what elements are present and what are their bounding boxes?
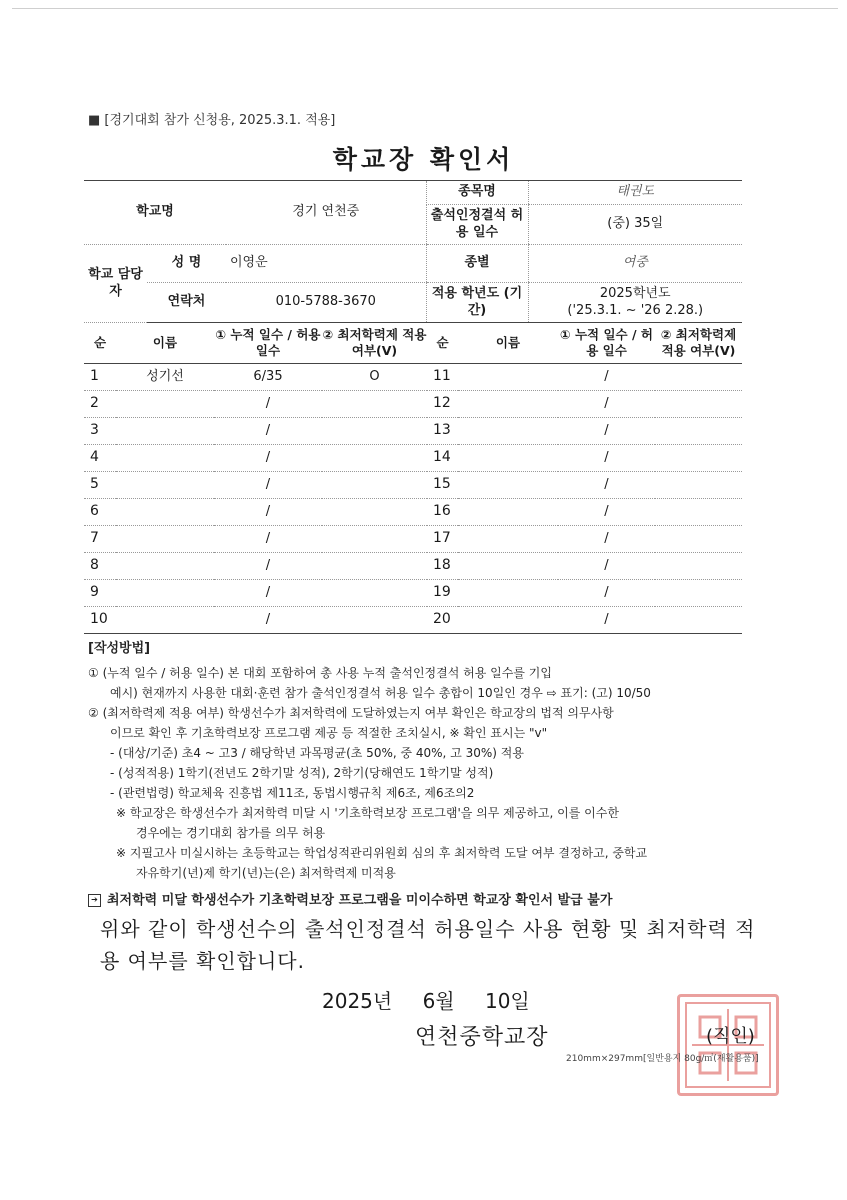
student-days-cell: / bbox=[558, 391, 655, 418]
header-note: ■ [경기대회 참가 신청용, 2025.3.1. 적용] bbox=[88, 113, 336, 128]
student-name-cell bbox=[116, 553, 214, 580]
student-name-cell bbox=[458, 607, 558, 634]
header-applied-right: ② 최저학력제 적용 여부(V) bbox=[655, 323, 742, 364]
student-days-cell: 6/35 bbox=[214, 364, 322, 391]
student-applied-cell bbox=[322, 391, 427, 418]
page-title: 학교장 확인서 bbox=[332, 145, 515, 174]
instructions-title: [작성방법] bbox=[88, 641, 151, 656]
signer: 연천중학교장 bbox=[415, 1025, 549, 1050]
student-days-cell: / bbox=[214, 391, 322, 418]
student-applied-cell bbox=[322, 607, 427, 634]
student-no-cell: 20 bbox=[427, 607, 458, 634]
student-no-cell: 19 bbox=[427, 580, 458, 607]
instruction-line: 예시) 현재까지 사용한 대회·훈련 참가 출석인정결석 허용 일수 총합이 10일인 경우 ⇨ 표기: (고) 10/50 bbox=[110, 686, 651, 700]
student-days-cell: / bbox=[558, 472, 655, 499]
table-row bbox=[84, 580, 742, 607]
student-name-cell bbox=[116, 445, 214, 472]
student-no-cell: 2 bbox=[84, 391, 116, 418]
declaration: 위와 같이 학생선수의 출석인정결석 허용일수 사용 현황 및 최저학력 적용 여부를 확인합니다. bbox=[100, 917, 756, 973]
student-name-cell bbox=[458, 553, 558, 580]
student-name-cell bbox=[116, 418, 214, 445]
header-no-right: 순 bbox=[427, 323, 458, 364]
student-name-cell bbox=[116, 472, 214, 499]
student-days-cell: / bbox=[558, 607, 655, 634]
student-applied-cell bbox=[655, 526, 742, 553]
student-days-cell: / bbox=[558, 526, 655, 553]
issue-date: 2025년 6월 10일 bbox=[322, 989, 530, 1013]
student-no-cell: 14 bbox=[427, 445, 458, 472]
student-days-cell: / bbox=[214, 499, 322, 526]
student-applied-cell bbox=[655, 472, 742, 499]
student-applied-cell bbox=[655, 445, 742, 472]
table-row bbox=[84, 526, 742, 553]
instruction-line: - (대상/기준) 초4 ~ 고3 / 해당학년 과목평균(초 50%, 중 40%, 고 30%) 적용 bbox=[110, 746, 524, 760]
manager-label: 학교 담당자 bbox=[84, 245, 147, 323]
header-name-left: 이름 bbox=[116, 323, 214, 364]
year-period: ('25.3.1. ~ '26 2.28.) bbox=[567, 302, 704, 318]
student-name-cell bbox=[116, 391, 214, 418]
notice-line bbox=[88, 891, 788, 911]
student-name-cell bbox=[458, 472, 558, 499]
student-name-cell bbox=[116, 607, 214, 634]
student-applied-cell bbox=[322, 580, 427, 607]
table-row bbox=[84, 607, 742, 634]
student-applied-cell bbox=[322, 553, 427, 580]
table-row bbox=[84, 391, 742, 418]
student-applied-cell bbox=[322, 418, 427, 445]
name-label: 성 명 bbox=[147, 245, 226, 283]
student-no-cell: 6 bbox=[84, 499, 116, 526]
student-days-cell: / bbox=[214, 445, 322, 472]
student-applied-cell bbox=[655, 364, 742, 391]
instruction-line: - (성적적용) 1학기(전년도 2학기말 성적), 2학기(당해연도 1학기말 성적) bbox=[110, 766, 494, 780]
student-applied-cell bbox=[655, 391, 742, 418]
student-name-cell bbox=[458, 391, 558, 418]
instruction-line: ② (최저학력제 적용 여부) 학생선수가 최저학력에 도달하였는지 여부 확인은 학교장의 법적 의무사항 bbox=[88, 706, 614, 720]
student-name-cell bbox=[458, 580, 558, 607]
student-no-cell: 15 bbox=[427, 472, 458, 499]
header-days-left: ① 누적 일수 / 허용 일수 bbox=[214, 323, 322, 364]
student-days-cell: / bbox=[214, 472, 322, 499]
student-applied-cell bbox=[322, 445, 427, 472]
student-no-cell: 13 bbox=[427, 418, 458, 445]
instruction-line: ※ 학교장은 학생선수가 최저학력 미달 시 '기초학력보장 프로그램'을 의무 제공하고, 이를 이수한 bbox=[116, 806, 619, 820]
student-applied-cell bbox=[655, 580, 742, 607]
table-row bbox=[84, 553, 742, 580]
year-cell bbox=[528, 283, 742, 323]
student-table bbox=[84, 323, 742, 634]
page-top-border bbox=[12, 8, 838, 9]
gender-label: 종별 bbox=[426, 245, 528, 283]
student-days-cell: / bbox=[558, 418, 655, 445]
student-applied-cell bbox=[655, 499, 742, 526]
student-name-cell bbox=[458, 364, 558, 391]
year-value: 2025학년도 bbox=[599, 286, 671, 302]
absence-label: 출석인정결석 허용 일수 bbox=[426, 205, 528, 245]
gender-value: 여중 bbox=[528, 245, 742, 283]
student-applied-cell bbox=[322, 499, 427, 526]
student-applied-cell bbox=[655, 418, 742, 445]
student-no-cell: 12 bbox=[427, 391, 458, 418]
instruction-line: - (관련법령) 학교체육 진흥법 제11조, 동법시행규칙 제6조, 제6조의2 bbox=[110, 786, 475, 800]
student-applied-cell: O bbox=[322, 364, 427, 391]
student-no-cell: 17 bbox=[427, 526, 458, 553]
header-no-left: 순 bbox=[84, 323, 116, 364]
student-days-cell: / bbox=[214, 418, 322, 445]
student-name-cell bbox=[458, 499, 558, 526]
student-applied-cell bbox=[655, 553, 742, 580]
student-name-cell bbox=[458, 445, 558, 472]
student-no-cell: 4 bbox=[84, 445, 116, 472]
arrow-box-icon: ➔ bbox=[88, 894, 101, 907]
instruction-line: 이므로 확인 후 기초학력보장 프로그램 제공 등 적절한 조치실시, ※ 확인 표시는 "v" bbox=[110, 726, 548, 740]
manager-name: 이영운 bbox=[226, 245, 426, 283]
student-days-cell: / bbox=[214, 553, 322, 580]
table-row bbox=[84, 418, 742, 445]
school-label: 학교명 bbox=[84, 181, 226, 245]
table-row bbox=[84, 472, 742, 499]
student-no-cell: 3 bbox=[84, 418, 116, 445]
instruction-line: ※ 지필고사 미실시하는 초등학교는 학업성적관리위원회 심의 후 최저학력 도달 여부 결정하고, 중학교 bbox=[116, 846, 648, 860]
student-days-cell: / bbox=[214, 607, 322, 634]
student-days-cell: / bbox=[214, 526, 322, 553]
school-value: 경기 연천중 bbox=[226, 181, 426, 245]
header-days-right: ① 누적 일수 / 허용 일수 bbox=[558, 323, 655, 364]
school-info-table bbox=[84, 180, 742, 323]
seal-note: (직인) bbox=[706, 1026, 755, 1047]
student-no-cell: 10 bbox=[84, 607, 116, 634]
student-name-cell bbox=[116, 526, 214, 553]
student-name-cell bbox=[458, 418, 558, 445]
student-name-cell bbox=[116, 499, 214, 526]
contact-value: 010-5788-3670 bbox=[226, 283, 426, 323]
header-name-right: 이름 bbox=[458, 323, 558, 364]
instructions bbox=[88, 637, 788, 911]
event-label: 종목명 bbox=[426, 181, 528, 205]
student-days-cell: / bbox=[558, 580, 655, 607]
student-name-cell bbox=[458, 526, 558, 553]
student-days-cell: / bbox=[558, 499, 655, 526]
student-applied-cell bbox=[655, 607, 742, 634]
student-no-cell: 11 bbox=[427, 364, 458, 391]
student-no-cell: 9 bbox=[84, 580, 116, 607]
student-no-cell: 18 bbox=[427, 553, 458, 580]
contact-label: 연락처 bbox=[147, 283, 226, 323]
instruction-line: 자유학기(년)제 학기(년)는(은) 최저학력제 미적용 bbox=[136, 866, 396, 880]
student-days-cell: / bbox=[558, 364, 655, 391]
student-applied-cell bbox=[322, 526, 427, 553]
student-no-cell: 1 bbox=[84, 364, 116, 391]
student-applied-cell bbox=[322, 472, 427, 499]
student-no-cell: 16 bbox=[427, 499, 458, 526]
instruction-line: ① (누적 일수 / 허용 일수) 본 대회 포함하여 총 사용 누적 출석인정결석 허용 일수를 기입 bbox=[88, 666, 552, 680]
table-row bbox=[84, 364, 742, 391]
year-label: 적용 학년도 (기간) bbox=[426, 283, 528, 323]
student-name-cell: 성기선 bbox=[116, 364, 214, 391]
student-name-cell bbox=[116, 580, 214, 607]
notice-text: 최저학력 미달 학생선수가 기초학력보장 프로그램을 미이수하면 학교장 확인서 발급 불가 bbox=[107, 893, 613, 908]
student-days-cell: / bbox=[558, 445, 655, 472]
header-applied-left: ② 최저학력제 적용 여부(V) bbox=[322, 323, 427, 364]
student-no-cell: 7 bbox=[84, 526, 116, 553]
paper-spec-footnote: 210mm×297mm[일반용지 80g/㎡(재활용품)] bbox=[566, 1054, 759, 1064]
absence-value: (중) 35일 bbox=[528, 205, 742, 245]
student-no-cell: 8 bbox=[84, 553, 116, 580]
student-no-cell: 5 bbox=[84, 472, 116, 499]
table-row bbox=[84, 499, 742, 526]
instruction-line: 경우에는 경기대회 참가를 의무 허용 bbox=[136, 826, 326, 840]
student-days-cell: / bbox=[558, 553, 655, 580]
table-row bbox=[84, 445, 742, 472]
event-value: 태권도 bbox=[528, 181, 742, 205]
student-days-cell: / bbox=[214, 580, 322, 607]
